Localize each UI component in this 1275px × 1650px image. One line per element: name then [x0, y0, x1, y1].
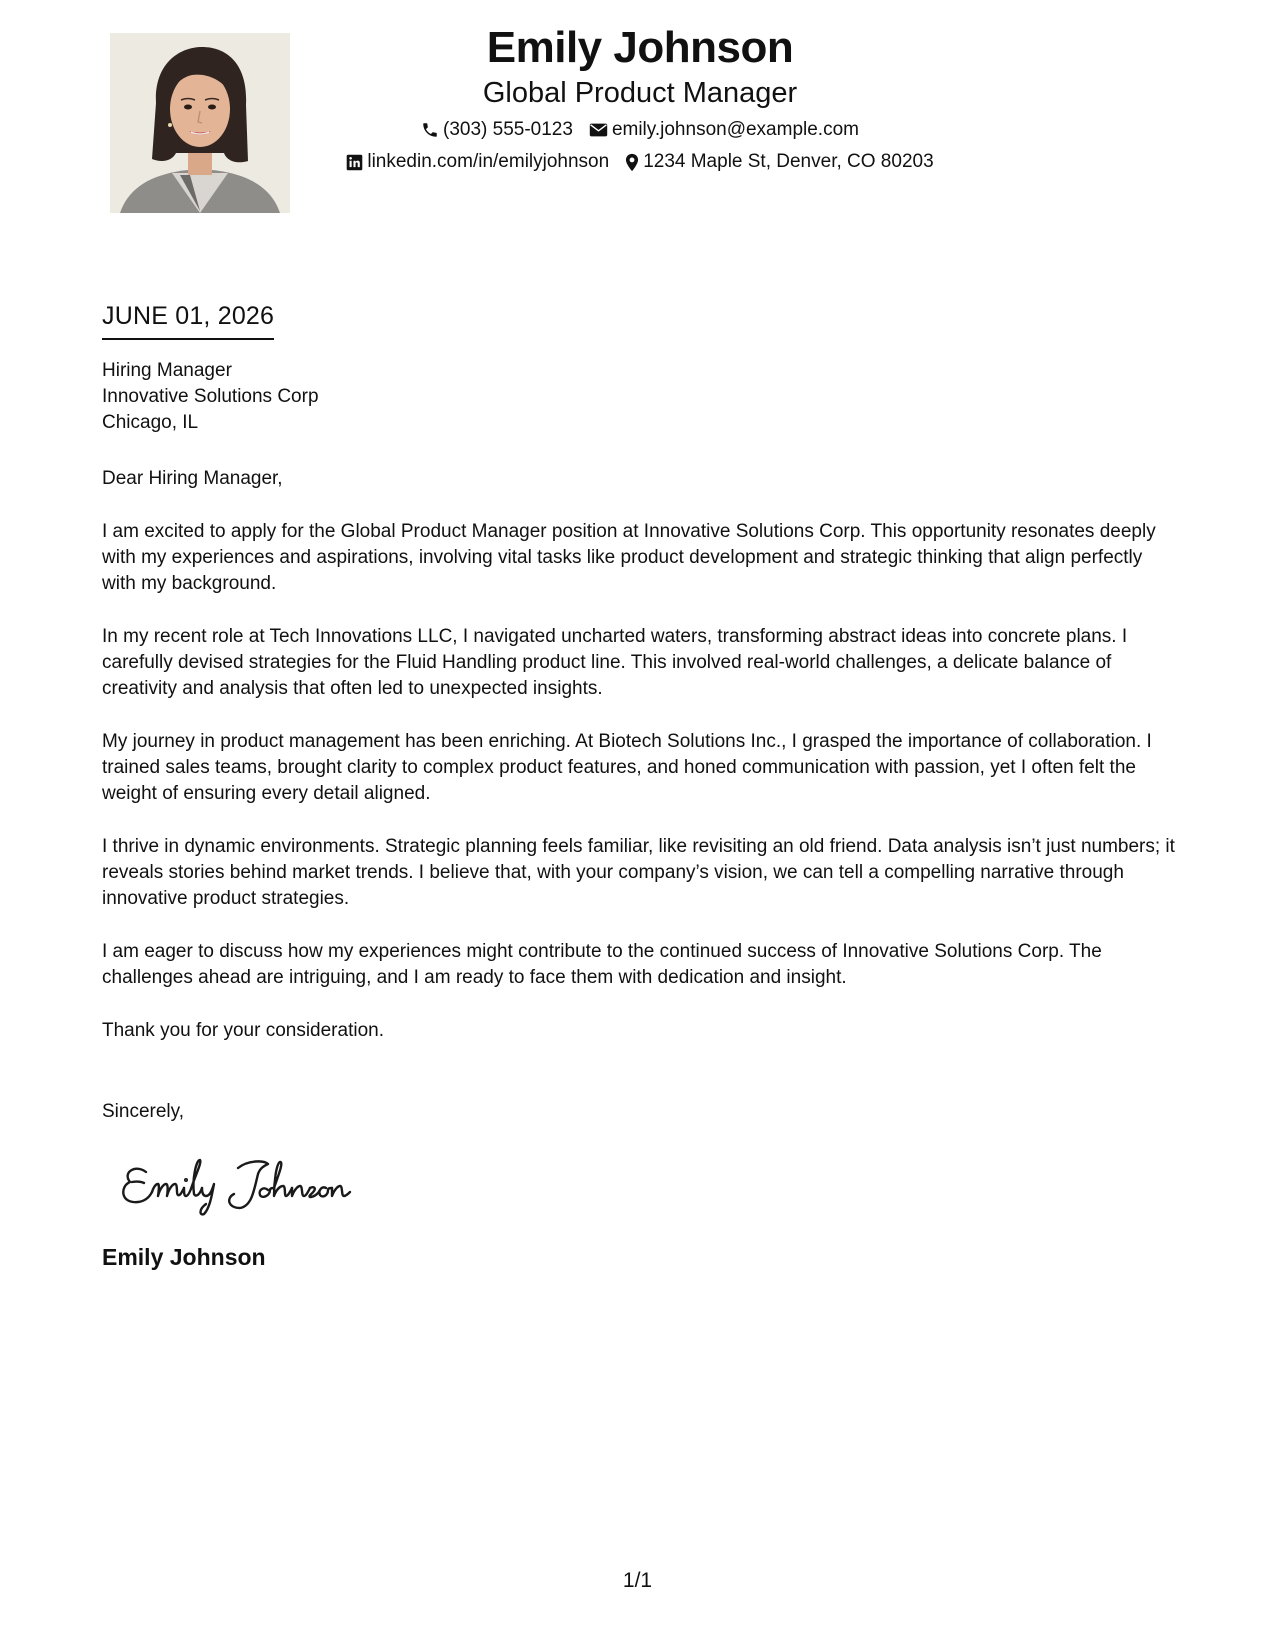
envelope-icon: [589, 122, 608, 138]
recipient-title: Hiring Manager: [102, 360, 232, 381]
letter-date: JUNE 01, 2026: [102, 300, 274, 340]
body-paragraph: I am eager to discuss how my experiences might contribute to the continued success of Innovative Solutions Corp. The challenges ahead are intriguing, and I am ready to face them with dedication and insight.: [102, 941, 1102, 988]
profile-photo: [110, 33, 290, 213]
signer-name: Emily Johnson: [102, 1244, 266, 1270]
thank-you-line: Thank you for your consideration.: [102, 1020, 384, 1041]
header: [300, 20, 980, 174]
body-paragraph: I am excited to apply for the Global Product Manager position at Innovative Solutions Corp. This opportunity resonates deeply with my experiences and aspirations, involving vital tasks like product development and strategic thinking that align perfectly with my background.: [102, 521, 1156, 594]
linkedin-icon: [346, 154, 363, 171]
recipient-location: Chicago, IL: [102, 412, 199, 433]
body-paragraph: I thrive in dynamic environments. Strategic planning feels familiar, like revisiting an old friend. Data analysis isn’t just numbers; it reveals stories behind market trends. I believe that, with your company’s vision, we can tell a compelling narrative through innovative product strategies.: [102, 836, 1175, 909]
phone-icon: [421, 121, 439, 139]
applicant-name: Emily Johnson: [486, 23, 794, 72]
phone-number[interactable]: (303) 555-0123: [443, 119, 573, 140]
letter-body: [102, 466, 1177, 1071]
contact-phone: [421, 118, 573, 142]
contact-line-secondary: [300, 150, 980, 174]
recipient-company: Innovative Solutions Corp: [102, 386, 319, 407]
body-paragraph: In my recent role at Tech Innovations LLC, I navigated uncharted waters, transforming abstract ideas into concrete plans. I carefully devised strategies for the Fluid Handling product line. This involved real-world challenges, a delicate balance of creativity and analysis that often led to unexpected insights.: [102, 626, 1128, 699]
contact-linkedin: [346, 150, 609, 174]
map-pin-icon: [625, 153, 639, 172]
contact-email: [589, 118, 859, 142]
handwritten-signature: [118, 1150, 358, 1220]
closing: Sincerely,: [102, 1101, 185, 1122]
page-number: 1/1: [622, 1569, 653, 1592]
salutation: Dear Hiring Manager,: [102, 468, 283, 489]
signature-image: [118, 1150, 358, 1220]
contact-address: [625, 150, 933, 174]
recipient-block: [102, 358, 319, 436]
linkedin-url[interactable]: linkedin.com/in/emilyjohnson: [367, 151, 610, 172]
contact-line-primary: [300, 118, 980, 142]
street-address: 1234 Maple St, Denver, CO 80203: [643, 151, 934, 172]
body-paragraph: My journey in product management has been enriching. At Biotech Solutions Inc., I grasped the importance of collaboration. I trained sales teams, brought clarity to complex product features, and honed communication with passion, yet I often felt the weight of ensuring every detail aligned.: [102, 731, 1152, 804]
job-title: Global Product Manager: [482, 77, 798, 109]
portrait-image: [110, 33, 290, 213]
email-address[interactable]: emily.johnson@example.com: [611, 119, 859, 140]
